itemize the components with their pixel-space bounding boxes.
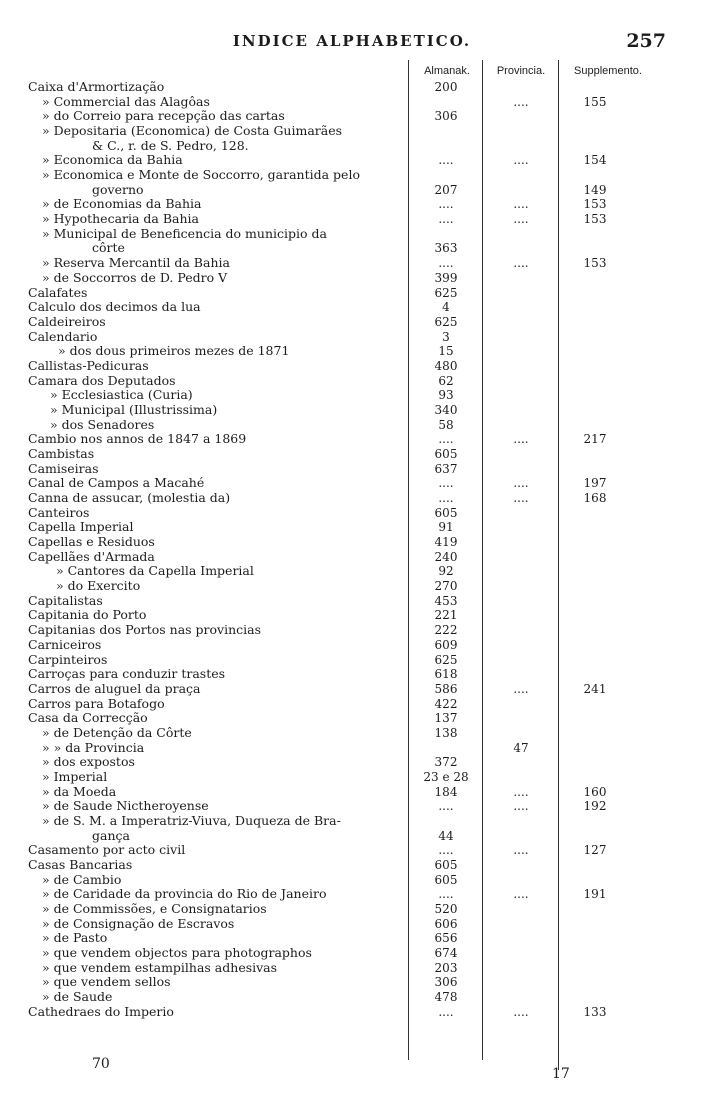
entry-almanak-page: 453	[434, 593, 458, 608]
entry-almanak-page: 137	[434, 711, 458, 726]
entry-text: Carroças para conduzir trastes	[28, 667, 226, 682]
entry-almanak-page: 222	[434, 623, 458, 638]
index-row	[0, 344, 704, 358]
entry-label	[42, 95, 402, 109]
entry-label	[28, 623, 402, 637]
entry-label	[28, 653, 402, 667]
entry-label	[42, 197, 402, 211]
index-row	[0, 741, 704, 755]
entry-label	[42, 946, 402, 960]
entry-label	[28, 330, 402, 344]
entry-text: » Cantores da Capella Imperial	[56, 564, 254, 579]
entry-label	[28, 594, 402, 608]
index-row	[0, 550, 704, 564]
footer-signature-left: 70	[92, 1056, 110, 1072]
entry-label	[42, 799, 402, 813]
entry-supplemento-page: 241	[583, 681, 607, 696]
entry-label	[28, 80, 402, 94]
entry-text: Carros para Botafogo	[28, 696, 165, 711]
entry-almanak-page: 422	[434, 696, 458, 711]
entry-label	[56, 579, 402, 593]
entry-almanak-page: 23 e 28	[423, 769, 469, 784]
entry-almanak-page: 656	[434, 931, 458, 946]
index-row	[0, 212, 704, 226]
index-row	[0, 873, 704, 887]
entry-text: governo	[92, 182, 144, 197]
entry-text: » de Economias da Bahia	[42, 197, 202, 212]
entry-supplemento-page: 168	[583, 491, 607, 506]
entry-almanak-page: 15	[438, 344, 454, 359]
index-row	[0, 755, 704, 769]
index-row	[0, 814, 704, 828]
entry-provincia-page: ....	[513, 1004, 529, 1019]
entry-text: Calendario	[28, 329, 98, 344]
entry-provincia-page: ....	[513, 681, 529, 696]
entry-text: » Economica e Monte de Soccorro, garantida pelo	[42, 168, 360, 183]
entry-provincia-page: ....	[513, 799, 529, 814]
index-row	[0, 990, 704, 1004]
index-row	[0, 770, 704, 784]
entry-almanak-page: 62	[438, 373, 454, 388]
entry-label	[92, 183, 402, 197]
entry-label	[92, 829, 402, 843]
index-row	[0, 653, 704, 667]
column-header-almanak: Almanak.	[424, 65, 470, 77]
entry-text: Caldeireiros	[28, 314, 106, 329]
index-row	[0, 799, 704, 813]
entry-supplemento-page: 197	[583, 476, 607, 491]
entry-text: » do Correio para recepção das cartas	[42, 109, 285, 124]
entry-text: » Reserva Mercantil da Bahia	[42, 256, 230, 271]
entry-almanak-page: ....	[438, 197, 454, 212]
entry-label	[28, 667, 402, 681]
entry-almanak-page: 609	[434, 637, 458, 652]
index-row	[0, 447, 704, 461]
entry-label	[42, 975, 402, 989]
entry-almanak-page: 58	[438, 417, 454, 432]
entry-almanak-page: 270	[434, 579, 458, 594]
entry-text: Calculo dos decimos da lua	[28, 300, 201, 315]
entry-almanak-page: 200	[434, 80, 458, 94]
index-row	[0, 153, 704, 167]
entry-supplemento-page: 153	[583, 212, 607, 227]
entry-almanak-page: 625	[434, 314, 458, 329]
index-row	[0, 359, 704, 373]
entry-label	[28, 447, 402, 461]
entry-almanak-page: 478	[434, 990, 458, 1005]
entry-text: & C., r. de S. Pedro, 128.	[92, 138, 249, 153]
footer-signature-right: 17	[552, 1066, 570, 1082]
index-row	[0, 95, 704, 109]
entry-text: » da Moeda	[42, 784, 117, 799]
entry-label	[42, 902, 402, 916]
index-row	[0, 711, 704, 725]
index-row	[0, 638, 704, 652]
index-row	[0, 300, 704, 314]
index-row	[0, 227, 704, 241]
entry-text: » que vendem estampilhas adhesivas	[42, 960, 278, 975]
entry-text: » dos Senadores	[50, 417, 155, 432]
entry-label	[42, 785, 402, 799]
entry-text: Camara dos Deputados	[28, 373, 176, 388]
entry-text: » do Exercito	[56, 579, 141, 594]
column-header-provincia: Provincia.	[496, 65, 546, 77]
entry-almanak-page: 520	[434, 902, 458, 917]
entry-text: » de Consignação de Escravos	[42, 916, 235, 931]
entry-text: » que vendem sellos	[42, 975, 171, 990]
entry-provincia-page: ....	[513, 94, 529, 109]
entry-text: » dos dous primeiros mezes de 1871	[58, 344, 290, 359]
entry-supplemento-page: 191	[583, 887, 607, 902]
entry-almanak-page: ....	[438, 476, 454, 491]
entry-almanak-page: 207	[434, 182, 458, 197]
entry-text: Canal de Campos a Macahé	[28, 476, 205, 491]
entry-almanak-page: 372	[434, 755, 458, 770]
index-row	[0, 315, 704, 329]
index-row	[0, 608, 704, 622]
entry-label	[42, 873, 402, 887]
entry-label	[28, 506, 402, 520]
index-row	[0, 80, 704, 94]
index-row	[0, 858, 704, 872]
index-row	[0, 726, 704, 740]
entry-label	[42, 212, 402, 226]
entry-almanak-page: 625	[434, 285, 458, 300]
entry-text: » Economica da Bahia	[42, 153, 183, 168]
entry-supplemento-page: 149	[583, 182, 607, 197]
index-row	[0, 241, 704, 255]
index-row	[0, 462, 704, 476]
entry-text: côrte	[92, 241, 125, 256]
index-row	[0, 418, 704, 432]
entry-label	[28, 1005, 402, 1019]
entry-text: Cathedraes do Imperio	[28, 1004, 174, 1019]
index-row	[0, 109, 704, 123]
entry-text: Carros de aluguel da praça	[28, 681, 201, 696]
entry-almanak-page: 44	[438, 828, 454, 843]
index-row	[0, 330, 704, 344]
entry-text: Cambio nos annos de 1847 a 1869	[28, 432, 247, 447]
entry-text: » Municipal de Beneficencia do municipio da	[42, 226, 327, 241]
entry-provincia-page: ....	[513, 153, 529, 168]
entry-text: Capitalistas	[28, 593, 103, 608]
entry-provincia-page: ....	[513, 256, 529, 271]
index-row	[0, 256, 704, 270]
entry-text: » » da Provincia	[42, 740, 145, 755]
entry-label	[42, 109, 402, 123]
entry-supplemento-page: 153	[583, 197, 607, 212]
entry-label	[42, 961, 402, 975]
index-row	[0, 946, 704, 960]
entry-almanak-page: 586	[434, 681, 458, 696]
entry-almanak-page: 605	[434, 447, 458, 461]
entry-almanak-page: 306	[434, 975, 458, 990]
entry-text: » dos expostos	[42, 755, 135, 770]
index-row	[0, 623, 704, 637]
entry-label	[28, 682, 402, 696]
index-row	[0, 183, 704, 197]
entry-text: » de S. M. a Imperatriz-Viuva, Duqueza de Bra-	[42, 814, 341, 828]
entry-almanak-page: 3	[442, 329, 450, 344]
entry-almanak-page: 605	[434, 505, 458, 520]
entry-almanak-page: 306	[434, 109, 458, 124]
index-row	[0, 785, 704, 799]
entry-label	[28, 300, 402, 314]
entry-label	[28, 535, 402, 549]
entry-almanak-page: 93	[438, 388, 454, 403]
entry-provincia-page: ....	[513, 784, 529, 799]
entry-label	[28, 315, 402, 329]
entry-text: Capellães d'Armada	[28, 549, 155, 564]
entry-label	[28, 697, 402, 711]
index-row	[0, 917, 704, 931]
entry-text: » Depositaria (Economica) de Costa Guimarães	[42, 124, 343, 139]
entry-label	[28, 550, 402, 564]
entry-label	[28, 638, 402, 652]
entry-supplemento-page: 217	[583, 432, 607, 447]
index-row	[0, 902, 704, 916]
entry-text: Casas Bancarias	[28, 858, 133, 873]
entry-text: » que vendem objectos para photographos	[42, 946, 312, 961]
entry-almanak-page: ....	[438, 212, 454, 227]
index-row	[0, 476, 704, 490]
entry-label	[56, 564, 402, 578]
index-row	[0, 975, 704, 989]
entry-text: » de Commissões, e Consignatarios	[42, 902, 267, 917]
index-row	[0, 139, 704, 153]
entry-label	[42, 814, 402, 828]
entry-almanak-page: 340	[434, 402, 458, 417]
entry-label	[42, 256, 402, 270]
entry-supplemento-page: 154	[583, 153, 607, 168]
entry-provincia-page: ....	[513, 491, 529, 506]
index-row	[0, 506, 704, 520]
entry-provincia-page: ....	[513, 432, 529, 447]
entry-text: » de Soccorros de D. Pedro V	[42, 270, 228, 285]
entry-label	[58, 344, 402, 358]
index-row	[0, 520, 704, 534]
entry-almanak-page: ....	[438, 153, 454, 168]
entry-text: Casamento por acto civil	[28, 843, 186, 858]
entry-text: » Ecclesiastica (Curia)	[50, 388, 193, 403]
index-row	[0, 829, 704, 843]
entry-text: Capellas e Residuos	[28, 535, 155, 550]
index-row	[0, 564, 704, 578]
entry-label	[50, 418, 402, 432]
entry-label	[28, 491, 402, 505]
index-row	[0, 961, 704, 975]
entry-text: Cambistas	[28, 447, 95, 461]
entry-almanak-page: 203	[434, 960, 458, 975]
entry-label	[28, 359, 402, 373]
entry-almanak-page: 221	[434, 608, 458, 623]
entry-almanak-page: 674	[434, 946, 458, 961]
entry-provincia-page: ....	[513, 197, 529, 212]
entry-almanak-page: ....	[438, 799, 454, 814]
entry-label	[28, 858, 402, 872]
entry-almanak-page: 240	[434, 549, 458, 564]
entry-text: » de Saude	[42, 990, 113, 1005]
entry-almanak-page: 92	[438, 564, 454, 579]
entry-almanak-page: ....	[438, 432, 454, 447]
entry-label	[42, 770, 402, 784]
entry-almanak-page: 605	[434, 872, 458, 887]
entry-text: gança	[92, 828, 130, 843]
entry-almanak-page: ....	[438, 843, 454, 858]
entry-label	[92, 139, 402, 153]
index-row	[0, 843, 704, 857]
entry-almanak-page: 605	[434, 858, 458, 873]
entry-almanak-page: 637	[434, 461, 458, 476]
entry-almanak-page: 480	[434, 358, 458, 373]
index-row	[0, 535, 704, 549]
entry-almanak-page: 363	[434, 241, 458, 256]
entry-text: » Commercial das Alagôas	[42, 94, 210, 109]
entry-label	[28, 462, 402, 476]
entry-provincia-page: ....	[513, 887, 529, 902]
entry-almanak-page: 184	[434, 784, 458, 799]
entry-label	[92, 241, 402, 255]
entry-almanak-page: 91	[438, 520, 454, 535]
entry-text: » de Saude Nictheroyense	[42, 799, 209, 814]
entry-label	[28, 476, 402, 490]
entry-label	[28, 608, 402, 622]
entry-label	[28, 843, 402, 857]
entry-label	[28, 432, 402, 446]
entry-label	[42, 153, 402, 167]
entry-supplemento-page: 133	[583, 1004, 607, 1019]
entry-label	[50, 403, 402, 417]
entry-text: Capella Imperial	[28, 520, 134, 535]
entry-almanak-page: 625	[434, 652, 458, 667]
entry-text: Calafates	[28, 285, 88, 300]
entry-text: Capitania do Porto	[28, 608, 147, 623]
index-row	[0, 168, 704, 182]
entry-almanak-page: ....	[438, 256, 454, 271]
entry-label	[42, 168, 402, 182]
entry-almanak-page: ....	[438, 887, 454, 902]
page-title: INDICE ALPHABETICO.	[232, 32, 472, 50]
index-row	[0, 697, 704, 711]
entry-almanak-page: 618	[434, 667, 458, 682]
entry-text: Carniceiros	[28, 637, 102, 652]
index-row	[0, 887, 704, 901]
column-header-supplemento: Supplemento.	[574, 65, 642, 77]
entry-label	[42, 124, 402, 138]
entry-almanak-page: 419	[434, 535, 458, 550]
entry-almanak-page: 606	[434, 916, 458, 931]
index-row	[0, 374, 704, 388]
entry-label	[28, 374, 402, 388]
entry-supplemento-page: 155	[583, 94, 607, 109]
entry-provincia-page: ....	[513, 212, 529, 227]
index-row	[0, 1005, 704, 1019]
entry-supplemento-page: 192	[583, 799, 607, 814]
entry-text: » Hypothecaria da Bahia	[42, 212, 200, 227]
entry-supplemento-page: 160	[583, 784, 607, 799]
entry-text: » Municipal (Illustrissima)	[50, 402, 218, 417]
entry-text: » de Cambio	[42, 872, 122, 887]
index-row	[0, 931, 704, 945]
entry-text: Canna de assucar, (molestia da)	[28, 491, 231, 506]
entry-provincia-page: 47	[513, 740, 529, 755]
entry-label	[42, 990, 402, 1004]
entry-text: Callistas-Pedicuras	[28, 358, 149, 373]
entry-label	[42, 917, 402, 931]
entry-text: » Imperial	[42, 769, 108, 784]
index-row	[0, 667, 704, 681]
index-row	[0, 403, 704, 417]
entry-text: » de Caridade da provincia do Rio de Janeiro	[42, 887, 327, 902]
entry-almanak-page: 4	[442, 300, 450, 315]
index-row	[0, 271, 704, 285]
index-row	[0, 594, 704, 608]
entry-supplemento-page: 127	[583, 843, 607, 858]
entry-text: Carpinteiros	[28, 652, 108, 667]
entry-label	[42, 887, 402, 901]
entry-text: Casa da Correcção	[28, 711, 148, 726]
entry-label	[50, 388, 402, 402]
entry-text: Canteiros	[28, 505, 90, 520]
index-row	[0, 432, 704, 446]
entry-provincia-page: ....	[513, 843, 529, 858]
entry-almanak-page: ....	[438, 1004, 454, 1019]
entry-label	[42, 271, 402, 285]
entry-almanak-page: 399	[434, 270, 458, 285]
entry-text: Capitanias dos Portos nas provincias	[28, 623, 262, 638]
entry-label	[42, 931, 402, 945]
entry-almanak-page: 138	[434, 725, 458, 740]
index-row	[0, 124, 704, 138]
entry-text: » de Detenção da Côrte	[42, 725, 192, 740]
index-row	[0, 491, 704, 505]
entry-label	[42, 755, 402, 769]
entry-almanak-page: ....	[438, 491, 454, 506]
entry-text: Camiseiras	[28, 461, 99, 476]
entry-label	[28, 286, 402, 300]
entry-provincia-page: ....	[513, 476, 529, 491]
entry-text: Caixa d'Armortização	[28, 80, 165, 94]
index-row	[0, 682, 704, 696]
entry-label	[28, 711, 402, 725]
entry-label	[42, 726, 402, 740]
page-number: 257	[626, 30, 666, 52]
index-row	[0, 388, 704, 402]
index-row	[0, 197, 704, 211]
entry-label	[42, 741, 402, 755]
entry-label	[28, 520, 402, 534]
entry-text: » de Pasto	[42, 931, 108, 946]
index-row	[0, 286, 704, 300]
index-row	[0, 579, 704, 593]
entry-supplemento-page: 153	[583, 256, 607, 271]
entry-label	[42, 227, 402, 241]
